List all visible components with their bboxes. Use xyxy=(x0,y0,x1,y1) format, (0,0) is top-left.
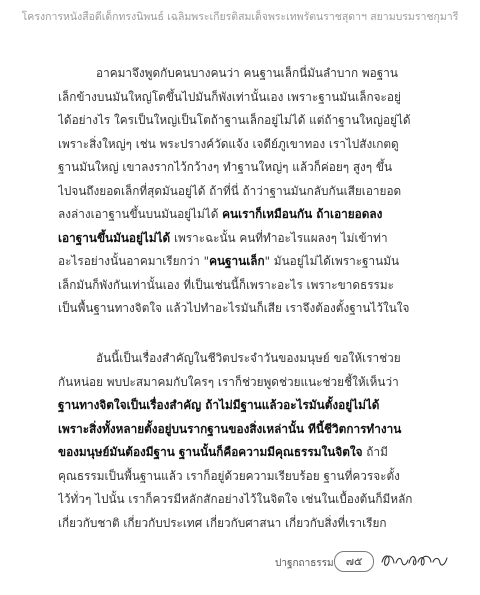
signature xyxy=(378,546,450,572)
text-run: ฐานมันใหญ่ เขาลงรากไว้กว้างๆ ทำฐานใหญ่ๆ แล้วก็ค่อยๆ สูงๆ ขึ้น xyxy=(58,160,393,174)
page-number: ๗๕ xyxy=(334,551,374,572)
text-line xyxy=(58,512,434,536)
text-line xyxy=(58,180,434,204)
bold-text: คนเราก็เหมือนกัน ถ้าเอายอดลง xyxy=(222,207,383,221)
text-line xyxy=(58,441,434,465)
text-line xyxy=(58,297,434,321)
body-paragraph-2 xyxy=(58,347,434,535)
text-run: " มันอยู่ไม่ได้เพราะฐานมัน xyxy=(264,254,400,268)
text-run: ลงล่างเอาฐานขึ้นบนมันอยู่ไม่ได้ xyxy=(58,207,223,221)
body-paragraph-1 xyxy=(58,62,434,321)
text-line xyxy=(58,109,434,133)
text-line xyxy=(58,86,434,110)
bold-text: ฐานทางจิตใจเป็นเรื่องสำคัญ ถ้าไม่มีฐานแล้วอะไรมันตั้งอยู่ไม่ได้ xyxy=(58,398,380,412)
text-line xyxy=(58,203,434,227)
text-line xyxy=(58,394,434,418)
text-run: เพราะสิ่งใหญ่ๆ เช่น พระปรางค์วัดแจ้ง เจดีย์ภูเขาทอง เราไปสังเกตดู xyxy=(58,136,399,151)
text-run: ไว้ทั่วๆ ไปนั้น เราก็ควรมีหลักสักอย่างไว้ในจิตใจ เช่นในเบื้องต้นก็มีหลัก xyxy=(58,492,413,506)
text-run: ได้อย่างไร ใครเป็นใหญ่เป็นโตถ้าฐานเล็กอยู่ไม่ได้ แต่ถ้าฐานใหญ่อยู่ได้ xyxy=(58,113,411,127)
bold-text: เพราะสิ่งทั้งหลายตั้งอยู่บนรากฐานของสิ่งเหล่านั้น ทีนี้ชีวิตการทำงาน xyxy=(58,421,402,436)
text-run: กันหน่อย พบปะสมาคมกับใครๆ เราก็ช่วยพูดช่วยแนะช่วยชี้ให้เห็นว่า xyxy=(58,374,399,389)
text-line xyxy=(58,156,434,180)
text-run: เกี่ยวกับชาติ เกี่ยวกับประเทศ เกี่ยวกับศาสนา เกี่ยวกับสิ่งที่เราเรียก xyxy=(58,515,387,530)
text-line xyxy=(58,418,434,442)
text-line xyxy=(58,347,434,371)
text-run: เล็กมันก็พังกันเท่านั้นเอง ที่เป็นเช่นนี้ก็เพราะอะไร เพราะขาดธรรมะ xyxy=(58,277,394,292)
text-run: อาคมาจึงพูดกับคนบางคนว่า คนฐานเล็กนี่มันลำบาก พอฐาน xyxy=(96,66,398,80)
text-line xyxy=(58,274,434,298)
bold-text: คนฐานเล็ก xyxy=(209,254,265,268)
text-line xyxy=(58,488,434,512)
text-line xyxy=(58,250,434,274)
text-line xyxy=(58,227,434,251)
text-run: ถ้ามี xyxy=(362,445,388,459)
text-run: เป็นพื้นฐานทางจิตใจ แล้วไปทำอะไรมันก็เสีย เราจึงต้องตั้งฐานไว้ในใจ xyxy=(58,301,410,315)
text-run: อะไรอย่างนั้นอาคมาเรียกว่า " xyxy=(58,254,210,268)
text-line xyxy=(58,465,434,489)
bold-text: ของมนุษย์มันต้องมีฐาน ฐานนั้นก็คือความมีคุณธรรมในจิตใจ xyxy=(58,445,363,459)
bold-text: เอาฐานขึ้นมันอยู่ไม่ได้ xyxy=(58,230,171,245)
text-line xyxy=(58,62,434,86)
text-line xyxy=(58,371,434,395)
text-run: อันนี้เป็นเรื่องสำคัญในชีวิตประจำวันของมนุษย์ ขอให้เราช่วย xyxy=(96,351,401,365)
text-run: ไปจนถึงยอดเล็กที่สุดมันอยู่ได้ ถ้าที่นี่ ถ้าว่าฐานมันกลับกันเสียเอายอด xyxy=(58,183,402,198)
text-run: เล็กข้างบนมันใหญ่โตขึ้นไปมันก็พังเท่านั้นเอง เพราะฐานมันเล็กจะอยู่ xyxy=(58,89,401,104)
running-header: โครงการหนังสือดีเด็กทรงนิพนธ์ เฉลิมพระเกียรติสมเด็จพระเทพรัตนราชสุดาฯ สยามบรมราชกุมารี xyxy=(21,11,459,23)
text-line xyxy=(58,133,434,157)
text-run: เพราะฉะนั้น คนที่ทำอะไรแผลงๆ ไม่เข้าท่า xyxy=(170,230,388,245)
book-title: ปาฐกถาธรรม xyxy=(275,558,334,569)
text-run: คุณธรรมเป็นพื้นฐานแล้ว เราก็อยู่ด้วยความเรียบร้อย ฐานที่ควรจะตั้ง xyxy=(58,468,400,483)
